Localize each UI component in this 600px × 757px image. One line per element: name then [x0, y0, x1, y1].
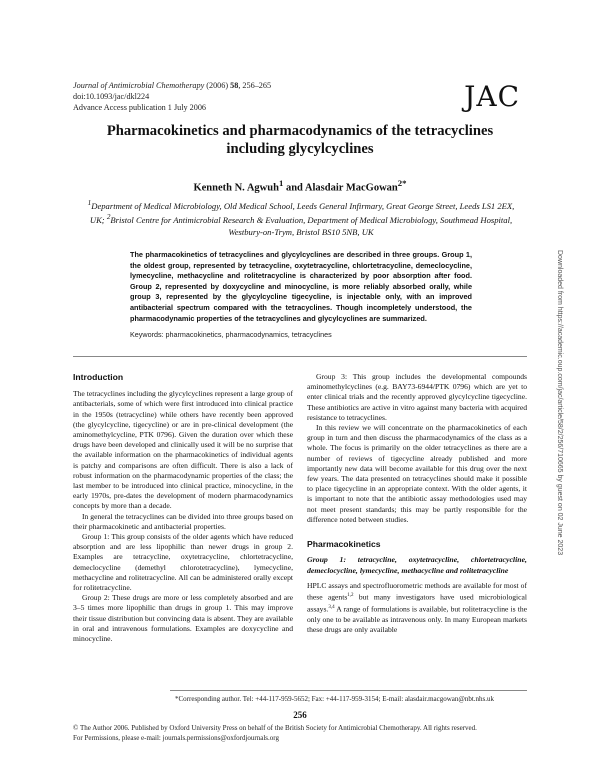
group-1-subheading: Group 1: tetracycline, oxytetracycline, chlortetracycline, demeclocycline, lymecycline, methacycline and rolitetracycline — [307, 555, 527, 575]
download-notice[interactable]: Downloaded from https://academic.oup.com/jac/article/58/2/256/710665 by guest on 02 June 2023 — [556, 250, 563, 556]
copyright-line-1: © The Author 2006. Published by Oxford University Press on behalf of the British Society for Antimicrobial Chemotherapy. All rights reserved. — [73, 724, 477, 732]
abstract: The pharmacokinetics of tetracyclines and glycylcyclines are described in three groups. Group 1, the oldest group, represented by tetracycline, oxytetracycline, chlortetracycline, demeclocycline, lymecycline, methacycline and rolitetracycline is characterized by poor absorption after food. Group 2, represented by doxycycline and minocycline, is more reliably absorbed orally, while group 3, represented by the glycylcycline tigecycline, is injectable only, with an improved antibacterial spectrum compared with the tetracyclines. Though incompletely understood, the pharmacodynamic properties of the tetracyclines and glycylcyclines are summarized. — [130, 250, 472, 323]
citation-3-4[interactable]: 3,4 — [328, 605, 335, 610]
journal-name: Journal of Antimicrobial Chemotherapy — [73, 81, 205, 90]
affiliation-2: Bristol Centre for Antimicrobial Research & Evaluation, Department of Medical Microbiology, Southmead Hospital, Westbury-on-Trym, Bristol BS10 5NB, UK — [110, 215, 513, 237]
citation-1-2[interactable]: 1,2 — [347, 593, 354, 599]
author-2-sup: 2* — [397, 178, 407, 188]
title-line-2: including glycylcyclines — [226, 141, 374, 157]
journal-citation — [73, 80, 271, 91]
pk-paragraph-1 — [307, 581, 527, 635]
affiliation-1-sup: 1 — [87, 199, 92, 207]
journal-year: (2006) — [206, 81, 229, 90]
article-title — [60, 122, 540, 158]
footnote-divider — [170, 690, 527, 691]
journal-pages: , 256–265 — [238, 81, 272, 90]
title-line-1: Pharmacokinetics and pharmacodynamics of the tetracyclines — [106, 123, 494, 139]
left-column — [73, 372, 293, 644]
jac-logo: JAC — [464, 80, 520, 113]
page-number: 256 — [293, 710, 307, 720]
copyright-line-2: For Permissions, please e-mail: journals.permissions@oxfordjournals.org — [73, 734, 279, 742]
intro-paragraph-6: In this review we will concentrate on the pharmacokinetics of each group in turn and then discuss the pharmacodynamics of the class as a whole. The focus is primarily on the older tetracyclines as there are a number of reviews of tigecycline already published and more importantly new data will become available for this drug over the next few years. The data presented on tetracyclines should make it possible to place tigecycline in an appropriate context. With the older agents, it is important to note that the antibiotic assay methodologies used may not meet present standards; this may be partly responsible for the difference noted between studies. — [307, 423, 527, 524]
introduction-heading: Introduction — [73, 372, 124, 382]
pharmacokinetics-heading: Pharmacokinetics — [307, 539, 381, 550]
affiliation-1: Department of Medical Microbiology, Old Medical School, Leeds General Infirmary, Great George Street, Leeds LS1 2EX, UK; — [89, 200, 515, 226]
author-1: Kenneth N. Agwuh — [193, 182, 279, 194]
advance-access: Advance Access publication 1 July 2006 — [73, 103, 207, 112]
journal-header — [73, 80, 271, 113]
pk-text-1: HPLC assays and spectrofluorometric methods are available for most of these agents — [307, 581, 527, 602]
intro-paragraph-3: Group 1: This group consists of the older agents which have reduced absorption and are less lipophilic than newer drugs in group 2. Examples are tetracycline, oxytetracycline, chlortetracycline, demeclocycline (demethyl chlorotetracycline), lymecycline, methacycline and rolitetracycline. All can be administered orally except for rolitetracycline. — [73, 532, 293, 593]
author-list — [60, 178, 540, 194]
corresponding-author-footnote: *Corresponding author. Tel: +44-117-959-5652; Fax: +44-117-959-3154; E-mail: alasdair.macgowan@nbt.nhs.uk — [175, 695, 495, 703]
keywords: Keywords: pharmacokinetics, pharmacodynamics, tetracyclines — [130, 330, 332, 339]
intro-paragraph-1: The tetracyclines including the glycylcyclines represent a large group of antibacterials, some of which were first introduced into clinical practice in the 1950s (tetracycline) while others have recently been approved (the glycylcycline, tigecycline) or are in pre-clinical development (the aminomethylcycline, PTK 0796). Given the duration over which these drugs have been developed and clinically used it will be no surprise that the available information on the pharmacokinetics of individual agents is patchy and comparisons are often difficult. There is also a lack of robust information on the pharmacodynamic properties of the class; the last member to be introduced into clinical practice, minocycline, in the early 1970s, pre-dates the development of modern pharmacodynamics concepts by more than a decade. — [73, 389, 293, 511]
copyright-notice — [73, 723, 477, 743]
pk-text-3: A range of formulations is available, but rolitetracycline is the only one to be available as intravenous only. In many European markets these drugs are only available — [307, 604, 527, 634]
intro-paragraph-4: Group 2: These drugs are more or less completely absorbed and are 3–5 times more lipophilic than drugs in group 1. This may improve their tissue distribution but convincing data is absent. They are available in oral and intravenous formulations. Examples are doxycycline and minocycline. — [73, 593, 293, 644]
intro-paragraph-2: In general the tetracyclines can be divided into three groups based on their pharmacokinetic and antibacterial properties. — [73, 511, 293, 531]
author-and: and — [283, 182, 305, 194]
intro-paragraph-5: Group 3: This group includes the developmental compounds aminomethylcyclines (e.g. BAY73-6944/PTK 0796) which are yet to enter clinical trials and the recently approved glycylcycline tigecycline. These antibiotics are active in vitro against many bacteria with acquired resistance to tetracyclines. — [307, 372, 527, 422]
affiliations — [86, 198, 516, 238]
affiliation-2-sup: 2 — [106, 213, 111, 222]
right-column — [307, 372, 527, 635]
author-1-sup: 1 — [278, 178, 284, 188]
pk-text-2: but many investigators have used microbiological assays. — [307, 592, 527, 614]
abstract-divider — [73, 356, 527, 357]
author-2: Alasdair MacGowan — [304, 182, 398, 194]
doi: doi:10.1093/jac/dkl224 — [73, 92, 150, 101]
journal-volume: 58 — [230, 81, 239, 90]
